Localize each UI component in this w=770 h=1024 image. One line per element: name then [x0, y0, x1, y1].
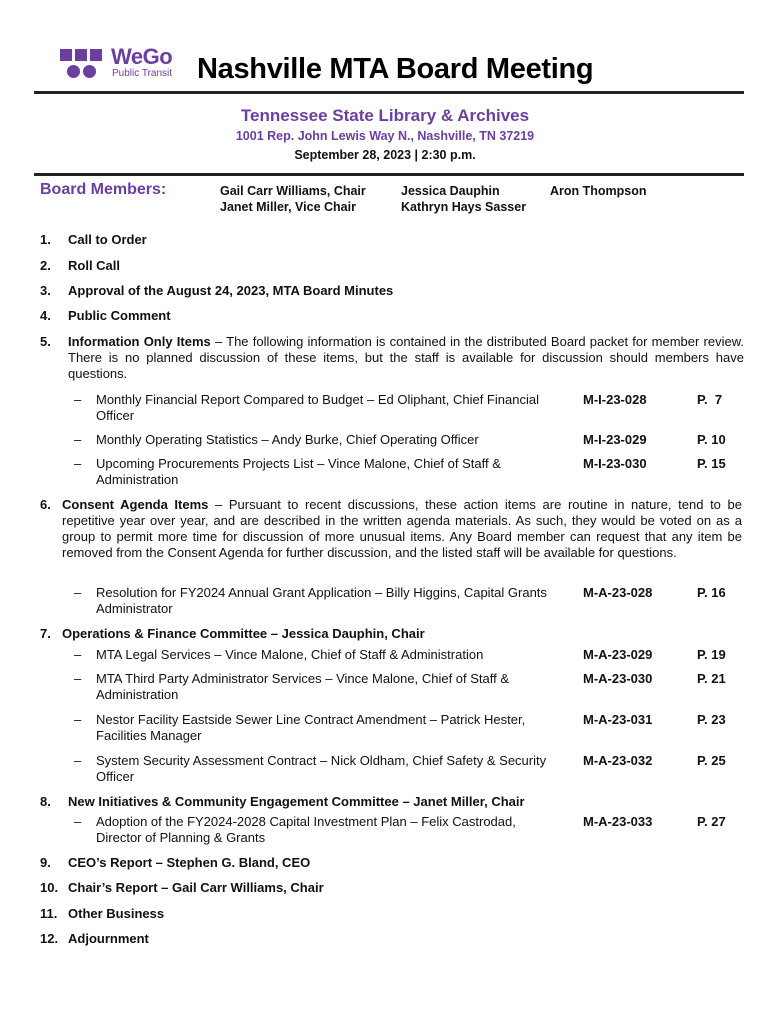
- item-code: M-A-23-032: [583, 753, 653, 768]
- page-ref: P. 15: [697, 456, 726, 471]
- agenda-number: 10.: [40, 880, 59, 895]
- page-ref: P. 16: [697, 585, 726, 600]
- item-code: M-I-23-030: [583, 456, 647, 471]
- agenda-number: 9.: [40, 855, 51, 870]
- agenda-item-consent: [62, 497, 742, 561]
- sub-item-text: MTA Legal Services – Vince Malone, Chief of Staff & Administration: [96, 647, 484, 662]
- meeting-datetime: September 28, 2023 | 2:30 p.m.: [294, 148, 476, 162]
- agenda-number: 7.: [40, 626, 51, 641]
- page-title: Nashville MTA Board Meeting: [197, 53, 594, 85]
- agenda-item-description: – The following information is contained in the distributed Board packet for member review. There is no planned discussion of these items, but the staff is available for discussion should members have questions.: [68, 334, 745, 381]
- sub-item-text: MTA Third Party Administrator Services – Vince Malone, Chief of Staff & Administration: [96, 671, 510, 702]
- dash: –: [74, 392, 82, 407]
- wego-logo: [60, 44, 180, 83]
- agenda-item: New Initiatives & Community Engagement Committee – Janet Miller, Chair: [68, 794, 525, 809]
- agenda-item: CEO’s Report – Stephen G. Bland, CEO: [68, 855, 311, 870]
- agenda-item: Other Business: [68, 906, 165, 921]
- dash: –: [74, 585, 82, 600]
- member: Kathryn Hays Sasser: [401, 200, 527, 214]
- page-ref: P. 23: [697, 712, 726, 727]
- dash: –: [74, 456, 82, 471]
- logo-subtitle: Public Transit: [112, 68, 173, 79]
- agenda-number: 4.: [40, 308, 51, 323]
- dash: –: [74, 753, 82, 768]
- item-code: M-I-23-029: [583, 432, 647, 447]
- agenda-item: Approval of the August 24, 2023, MTA Board Minutes: [68, 283, 394, 298]
- item-code: M-A-23-030: [583, 671, 653, 686]
- logo-square-icon: [75, 49, 87, 61]
- agenda-number: 8.: [40, 794, 51, 809]
- dash: –: [74, 712, 82, 727]
- item-code: M-A-23-029: [583, 647, 653, 662]
- sub-item-text: System Security Assessment Contract – Nick Oldham, Chief Safety & Security Officer: [96, 753, 547, 784]
- sub-item-text: Upcoming Procurements Projects List – Vince Malone, Chief of Staff & Administration: [96, 456, 501, 487]
- dash: –: [74, 432, 82, 447]
- item-code: M-A-23-028: [583, 585, 653, 600]
- member: Janet Miller, Vice Chair: [220, 200, 356, 214]
- agenda-number: 11.: [40, 906, 58, 921]
- agenda-item: Adjournment: [68, 931, 149, 946]
- agenda-item: Chair’s Report – Gail Carr Williams, Chair: [68, 880, 324, 895]
- page-ref: P. 21: [697, 671, 726, 686]
- agenda-number: 3.: [40, 283, 51, 298]
- agenda-number: 1.: [40, 232, 51, 247]
- member: Aron Thompson: [550, 184, 647, 198]
- page-ref: P. 10: [697, 432, 726, 447]
- logo-circle-icon: [67, 65, 80, 78]
- page-ref: P. 27: [697, 814, 726, 829]
- agenda-item-information-only: [68, 334, 744, 382]
- agenda-number: 6.: [40, 497, 51, 512]
- agenda-item-title: Information Only Items: [68, 334, 211, 349]
- header-divider: [34, 91, 744, 94]
- page-ref: P. 19: [697, 647, 726, 662]
- member: Gail Carr Williams, Chair: [220, 184, 366, 198]
- item-code: M-A-23-033: [583, 814, 653, 829]
- page-ref: P. 7: [697, 392, 723, 407]
- logo-circle-icon: [83, 65, 96, 78]
- agenda-item: Public Comment: [68, 308, 171, 323]
- agenda-item: Operations & Finance Committee – Jessica Dauphin, Chair: [62, 626, 425, 641]
- agenda-number: 2.: [40, 258, 51, 273]
- sub-item-text: Resolution for FY2024 Annual Grant Application – Billy Higgins, Capital Grants Administrator: [96, 585, 547, 616]
- sub-item-text: Adoption of the FY2024-2028 Capital Investment Plan – Felix Castrodad, Director of Planning & Grants: [96, 814, 516, 845]
- sub-item-text: Monthly Operating Statistics – Andy Burke, Chief Operating Officer: [96, 432, 479, 447]
- sub-item-text: Nestor Facility Eastside Sewer Line Contract Amendment – Patrick Hester, Facilities Manager: [96, 712, 526, 743]
- dash: –: [74, 814, 82, 829]
- item-code: M-A-23-031: [583, 712, 653, 727]
- logo-brand: WeGo: [111, 44, 173, 69]
- agenda-number: 5.: [40, 334, 51, 349]
- item-code: M-I-23-028: [583, 392, 647, 407]
- members-divider: [34, 173, 744, 176]
- agenda-item: Roll Call: [68, 258, 121, 273]
- venue: Tennessee State Library & Archives: [240, 106, 530, 125]
- logo-square-icon: [90, 49, 102, 61]
- board-members-heading: Board Members:: [40, 181, 167, 198]
- member: Jessica Dauphin: [401, 184, 500, 198]
- dash: –: [74, 671, 82, 686]
- agenda-item-title: Consent Agenda Items: [62, 497, 209, 512]
- agenda-item: Call to Order: [68, 232, 147, 247]
- address: 1001 Rep. John Lewis Way N., Nashville, TN 37219: [235, 129, 535, 143]
- agenda-item-description: – Pursuant to recent discussions, these action items are routine in nature, tend to be repetitive year over year, and are described in the written agenda materials. As such, they would be voted on as a group to permit more time for discussion of more unusual items. Any Board member can request that any item be removed from the Consent Agenda for further discussion, and the listed staff will be available for questions.: [62, 497, 742, 560]
- dash: –: [74, 647, 82, 662]
- agenda-number: 12.: [40, 931, 59, 946]
- sub-item-text: Monthly Financial Report Compared to Budget – Ed Oliphant, Chief Financial Officer: [96, 392, 539, 423]
- page-ref: P. 25: [697, 753, 726, 768]
- logo-square-icon: [60, 49, 72, 61]
